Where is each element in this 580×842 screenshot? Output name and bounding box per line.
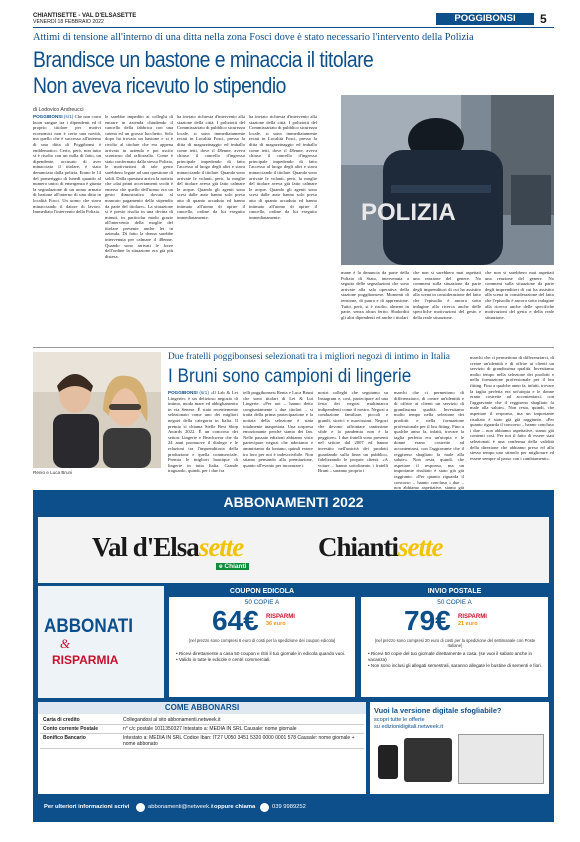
bruni-photo (33, 352, 161, 468)
coupon-copies: 50 COPIE A (244, 599, 280, 606)
promo-risparmia: RISPARMIA (52, 653, 119, 667)
police-photo-illustration (341, 95, 554, 265)
issue-date: VENERDÌ 18 FEBBRAIO 2022 (33, 19, 104, 25)
brand-chianti-name: Chianti (318, 532, 399, 562)
police-photo (341, 95, 554, 265)
how-title: COME ABBONARSI (38, 702, 366, 714)
svg-text:POLIZIA: POLIZIA (361, 199, 456, 226)
how-row: Conto corrente Postale n° c/c postale 1011350327 Intestato a: MEDIA IN SRL Causale: nome giornale (40, 725, 364, 734)
laptop-icon (458, 734, 544, 784)
promo-amp: & (60, 636, 71, 651)
coupon-save-label: RISPARMI (266, 614, 295, 620)
coupon-save-value: 36 euro (266, 621, 286, 627)
brand-valdelsa-name: Val d'Elsa (92, 532, 199, 562)
brand-echianti: e Chianti (216, 563, 249, 570)
brand-chianti-sette: sette (398, 532, 443, 562)
coupon-bullet: • Valido in tutte le edicole e centri commerciali. (176, 657, 271, 662)
section-tag: POGGIBONSI (436, 13, 534, 25)
coupon-bullets (176, 651, 352, 663)
article2-col-3: nostri colleghi che seguiamo su Instagram e, così, partecipare ad una festa dei negozi multimarca indipendenti come il nostro. Negozi a conduzione familiare, piccoli e grandi, storici e nuovissimi. Negozi che devono affrontare tantissime sfide e la pandemia non è la peggiore». I due fratelli sono presenti nel settore dal 2007 ed hanno investito nell'unicità dei prodotti guardando sulla linea un pubblico, fidelizzando le proprie clienti. «A votare – hanno sottolineato i fratelli Bruni – saranno proprio i (318, 390, 388, 474)
postal-note: (nel prezzo sono compresi 20 euro di costi per la spedizione del settimanale con Poste Italiane) (374, 638, 536, 648)
article2-headline: I Bruni sono campioni di lingerie (168, 365, 412, 387)
header-rule (33, 27, 554, 28)
coupon-price: 64€ (212, 605, 259, 636)
tablet-icon (404, 738, 452, 782)
brand-valdelsa (92, 532, 243, 562)
digital-line-1: scopri tutte le offerte (374, 717, 425, 723)
coupon-note: (nel prezzo sono compresi 6 euro di costi per la spedizione dei coupon edicola) (188, 638, 336, 643)
page-number: 5 (540, 12, 547, 26)
info-phone[interactable]: 039 9989252 (272, 804, 306, 810)
article1-col1-text: Che non corra buon sangue tra i dipendenti ed il proprio titolare per motivi economici non è certo una novità, ma quello che è successo all'interno di una ditta di Poggibonsi è emblematico. Certo, però, non tutto si è risolto con un nulla di fatto, un dipendente, accusato di aver minacciato il titolare, è stato denunciato dalla polizia. Erano le 14 del pomeriggio di lunedì quando al numero unico di emergenza è giunta la segnalazione di un uomo armato di bastone all'interno di una ditta in località Fosci. Un uomo che stava minacciando il datore di lavoro. Immediato l'intervento della Polizia. (33, 114, 101, 215)
info-email[interactable]: abbonamenti@netweek.it (148, 804, 214, 810)
ad-title: ABBONAMENTI 2022 (33, 490, 554, 515)
postal-bullet: • Non sono inclusi gli allegati semestrali, saranno allegate le bustine di sementi e fiori. (368, 663, 542, 668)
digital-title: Vuoi la versione digitale sfogliabile? (374, 706, 502, 715)
masthead (33, 13, 136, 25)
brand-valdelsa-sette: sette (198, 532, 244, 562)
info-label: Per ulteriori informazioni scrivi (44, 804, 130, 810)
article2-col-3b: marchi che ci permettono di differenziarci, di creare un'identità e di offrire ai clienti un servizio di grandissima qualità. Investiamo molto tempo nella selezione dei prodotti e nella formazione professionale per il bra fitting. Fino a qualche anno fa, infatti, trovare la taglia perfetta era un'utopia e le donne erano costrette ad accontentarsi, con l'aggravante che il reggiseno sbagliato fa male alla salute». Non resta, quindi, che aspettare il responso, ma un importante risultato è stato già già raggiunto. «Per quanto riguarda il concorso – hanno concluso i due – non abbiamo aspettative, siamo già (394, 390, 464, 491)
postal-save-value: 21 euro (458, 621, 478, 627)
article2-kicker: Due fratelli poggibonsesi selezionati tra i migliori negozi di intimo in Italia (168, 352, 450, 362)
article1-col-4-a: ha inviato richiesta d'intervento alla stazione della città. I poliziotti del Commissariato di pubblico sicurezza locale, si sono immediatamente recati in Località Fosci, presso la ditta di magazzinaggio ed imballo come tetti, dove il 48enne, aveva chiuso il cancello d'ingresso principale impedendo di fatto l'accesso al luogo degli altri e stava minacciando il titolare. Quando sono arrivate le volanti, però, la moglie del titolare aveva già fatto calmare le acque. Quando gli agenti sono scesi dalle auto hanno solo preso atto di quanto accaduto ed hanno intimato all'uomo di aprire il cancello, ordine da lui eseguito immediatamente. (249, 114, 317, 220)
article1-col-2: le sarebbe impedito ai colleghi di entrare in azienda chiudendo il cancello della fabbrica con una catena ed un grosso lucchetto. Solo dopo ha trovato un bastone e si è rivolto al titolare che era appena arrivato in azienda e poi uscito scontroso dal rafforzalio. Come è stato confermato dalla stessa Polizia, le motivazioni di tale gesto sarebbero legate ad una questione di soldi. Dalla questura arriva la notizia che «dai primi accertamenti svolti è emerso che quello dell'uomo era un gesto dimostrativo dovuto al mancato pagamento dello stipendio da parte del titolare». La situazione si è presto risolta in una decina di minuti, in particolar modo grazie all'intervento della moglie del titolare presente anche lei in azienda. Di fatto la donna sarebbe intervenuta per calmare il 48enne. Quando sono arrivati le forze dell'ordine la situazione era già più distesa. (105, 114, 173, 259)
masthead-title: CHIANTISETTE - VAL D'ELSASETTE (33, 13, 137, 19)
article1-kicker: Attimi di tensione all'interno di una ditta nella zona Fosci dove è stato necessario l'intervento della Polizia (33, 32, 474, 43)
promo-abbonati: ABBONATI (44, 616, 133, 637)
bruni-photo-illustration (33, 352, 161, 468)
article2-dateline: POGGIBONSI (168, 390, 198, 395)
article2-col-2: telli poggibonsesi Renia e Luca Bruni che sono titolari di Lei & Lui Lingerie. «Per noi – hanno detto congiuntamente i due titolari – si tratta della prima partecipazione e la notizia della selezione è stata totalmente inaspettata. Una sorpresa emozionante perché siamo dei fan. Nelle passate edizioni abbiamo visto partecipare negozi che adoriamo e ammiriamo da lontano, quindi essere tra loro per noi è indescrivibile. Non stiamo pensando alla premiazione, quanto all'evento per incontrare i (243, 390, 313, 468)
how-row: Bonifico Bancario Intestato a: MEDIA IN SRL Codice Iban: IT27 U050 3451 5320 0000 0001 578 Causale: nome giornale + nome abbonato (40, 734, 364, 749)
postal-save-label: RISPARMI (458, 614, 487, 620)
info-or: oppure chiama (214, 804, 256, 810)
phone-icon (378, 745, 398, 779)
dateline: POGGIBONSI (33, 114, 63, 119)
email-icon (136, 803, 145, 812)
article2-col1-text: «Il Lab & Lei Lingerie» è un delizioso negozio di intimo, moda mare ed abbigliamento in via Senese. È stato recentemente selezionato come uno dei migliori negozi della categoria in Italia. Il premio si chiama Stelle Best Shop Awards 2022. È un concorso dei settori Lingerie e Beachwear che da 24 anni promuove il dialogo e le relazioni tra l'imprenditoria della produzione e quella commerciale. Premia le migliori boutique di lingerie in tutta Italia. Grande traguardo, quindi, per i due fra (168, 390, 238, 474)
photo-caption: Renio e Luca Bruni (33, 470, 73, 475)
article2-col-1 (168, 390, 238, 482)
postal-title: INVIO POSTALE (360, 586, 549, 597)
article1-headline-1: Brandisce un bastone e minaccia il titolare (33, 47, 374, 72)
article1-headline-2: Non aveva ricevuto lo stipendio (33, 73, 286, 98)
article1-col-1 (33, 114, 101, 344)
postal-bullet: • Ricevi 50 copie del tuo giornale direttamente a casa. (se vuoi il sabato anche in vacanza) (368, 651, 533, 662)
dateline-tag: (sr1) (63, 114, 74, 119)
postal-copies: 50 COPIE A (437, 599, 472, 606)
article2-col-4: marchi che ci permettono di differenziarci, di creare un'identità e di offrire ai clienti un servizio di grandissima qualità. Investiamo molto tempo nella selezione dei prodotti e nella formazione professionale per il bra fitting. Fino a qualche anno fa, infatti, trovare la taglia perfetta era un'utopia e le donne erano costrette ad accontentarsi, con l'aggravante che il reggiseno sbagliato fa male alla salute». Non resta, quindi, che aspettare il responso, ma un importante risultato è stato già già raggiunto. «Per quanto riguarda il concorso – hanno concluso i due – non abbiamo aspettative, siamo già contenti così. Per noi il fatto di essere stati selezionati è una conferma della validità della direzione che abbiamo preso ed allo stesso tempo uno stimolo per migliorare ed essere sempre al passo con i cambiamenti». (470, 355, 554, 461)
phone-call-icon (260, 803, 269, 812)
promo-panel (38, 586, 164, 698)
article2-dateline-tag: (sr1) (199, 390, 209, 395)
byline: di Lodovico Andreucci (33, 107, 84, 113)
article1-col-5: che non si sarebbero mai aspettati una reazione del genere. No comment sulla situazione da parte degli imprenditori di cui ha assistito alla scena in considerazione del fatto che l'episodio è ancora sotto indagine alla ricerca anche delle specifiche motivazioni del gesto e della reale situazione. (413, 270, 481, 320)
coupon-title: COUPON EDICOLA (168, 586, 356, 597)
article1-col-4: mane è la denuncia da parte della Polizia di Stato, intervenuta a seguito delle segnalazioni che sono arrivate alla sala operativa della stazione poggibonsese. Momenti di tensione, di paura e di apprensione. Tutto, però, si è risolto, almeno in parte, senza alcun ferito. Sbalorditi gli altri dipendenti ed anche i titolari (341, 270, 409, 320)
how-table (40, 716, 364, 749)
article1-col-3: ha inviato richiesta d'intervento alla stazione della città. I poliziotti del Commissariato di pubblico sicurezza locale, si sono immediatamente recati in Località Fosci, presso la ditta di magazzinaggio ed imballo come tetti, dove il 48enne, aveva chiuso il cancello d'ingresso principale impedendo di fatto l'accesso al luogo degli altri e stava minacciando il titolare. Quando sono arrivate le volanti, però, la moglie del titolare aveva già fatto calmare le acque. Quando gli agenti sono scesi dalle auto hanno solo preso atto di quanto accaduto ed hanno intimato all'uomo di aprire il cancello, ordine da lui eseguito immediatamente. (177, 114, 245, 220)
postal-price: 79€ (404, 605, 451, 636)
brand-chianti (318, 532, 443, 562)
how-row: Carta di credito Collegandosi al sito abbonamenti.netweek.it (40, 716, 364, 725)
coupon-bullet: • Ricevi direttamente a casa 50 coupon e ritiri il tuo giornale in edicola quando vuoi. (176, 651, 346, 656)
digital-link[interactable]: su edizionidigitali.netweek.it (374, 724, 444, 730)
article-divider (33, 347, 554, 348)
article1-col-6: che non si sarebbero mai aspettati una reazione del genere. No comment sulla situazione da parte degli imprenditori di cui ha assistito alla scena in considerazione del fatto che l'episodio è ancora sotto indagine alla ricerca anche delle specifiche motivazioni del gesto e della reale situazione. (485, 270, 554, 320)
postal-bullets (368, 651, 546, 669)
